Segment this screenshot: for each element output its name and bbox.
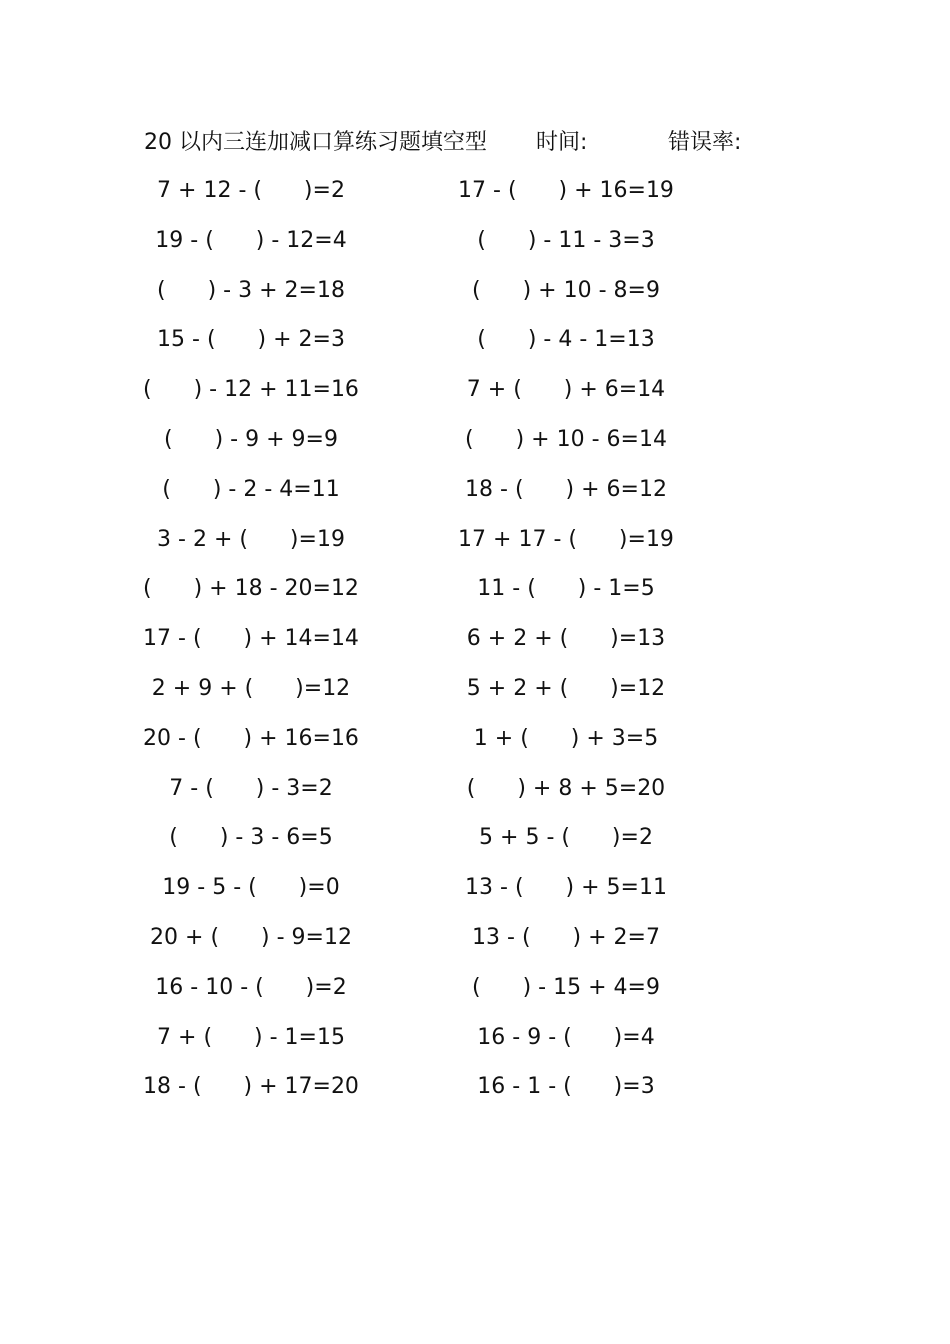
problem-right-19: 16 - 1 - ( )=3	[477, 1074, 655, 1100]
problem-right-5: 7 + ( ) + 6=14	[466, 377, 666, 403]
problem-left-15: 19 - 5 - ( )=0	[162, 875, 340, 901]
problem-left-8: 3 - 2 + ( )=19	[157, 526, 345, 552]
problem-left-16: 20 + ( ) - 9=12	[150, 924, 352, 950]
time-label: 时间:	[536, 130, 588, 155]
problem-right-13: ( ) + 8 + 5=20	[466, 775, 666, 801]
problem-right-10: 6 + 2 + ( )=13	[466, 626, 666, 652]
problem-right-16: 13 - ( ) + 2=7	[472, 924, 660, 950]
problem-right-6: ( ) + 10 - 6=14	[465, 426, 667, 452]
problem-right-1: 17 - ( ) + 16=19	[458, 178, 674, 203]
problem-left-3: ( ) - 3 + 2=18	[157, 277, 345, 303]
problem-right-9: 11 - ( ) - 1=5	[477, 576, 655, 602]
problem-right-4: ( ) - 4 - 1=13	[477, 327, 655, 353]
problem-left-1: 7 + 12 - ( )=2	[157, 178, 345, 203]
problem-left-4: 15 - ( ) + 2=3	[157, 327, 345, 353]
error-rate-label: 错误率:	[668, 130, 742, 155]
problem-right-18: 16 - 9 - ( )=4	[477, 1024, 655, 1050]
problem-left-13: 7 - ( ) - 3=2	[169, 775, 333, 801]
problem-right-7: 18 - ( ) + 6=12	[465, 476, 667, 502]
problem-left-7: ( ) - 2 - 4=11	[162, 476, 340, 502]
left-problem-column	[142, 172, 360, 1118]
problem-left-5: ( ) - 12 + 11=16	[143, 377, 359, 403]
problem-left-14: ( ) - 3 - 6=5	[169, 825, 333, 851]
problem-right-2: ( ) - 11 - 3=3	[477, 227, 655, 253]
problem-left-9: ( ) + 18 - 20=12	[143, 576, 359, 602]
problem-left-10: 17 - ( ) + 14=14	[143, 626, 359, 652]
problem-left-6: ( ) - 9 + 9=9	[164, 426, 338, 452]
problem-right-14: 5 + 5 - ( )=2	[479, 825, 653, 851]
problem-left-17: 16 - 10 - ( )=2	[155, 974, 347, 1000]
problem-right-3: ( ) + 10 - 8=9	[472, 277, 660, 303]
worksheet-header	[144, 126, 784, 160]
problem-left-11: 2 + 9 + ( )=12	[151, 675, 351, 701]
worksheet-title: 20 以内三连加减口算练习题填空型	[144, 130, 487, 155]
problem-left-2: 19 - ( ) - 12=4	[155, 227, 347, 253]
right-problem-column	[455, 172, 677, 1118]
problem-left-19: 18 - ( ) + 17=20	[143, 1074, 359, 1100]
problem-right-12: 1 + ( ) + 3=5	[473, 725, 659, 751]
problem-left-12: 20 - ( ) + 16=16	[143, 725, 359, 751]
problem-right-17: ( ) - 15 + 4=9	[472, 974, 660, 1000]
problem-right-8: 17 + 17 - ( )=19	[458, 526, 674, 552]
problem-right-11: 5 + 2 + ( )=12	[466, 675, 666, 701]
problem-left-18: 7 + ( ) - 1=15	[157, 1024, 345, 1050]
problem-right-15: 13 - ( ) + 5=11	[465, 875, 667, 901]
